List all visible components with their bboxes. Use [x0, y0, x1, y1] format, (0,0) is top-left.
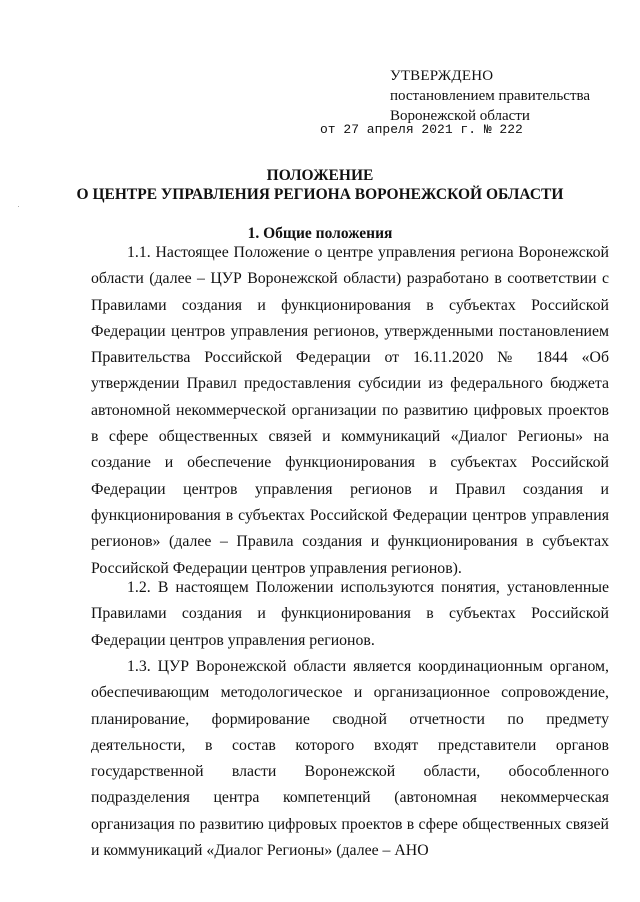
- approval-region-line: Воронежской области: [390, 108, 530, 124]
- document-title: ПОЛОЖЕНИЕ: [266, 167, 374, 184]
- approval-date-line: от 27 апреля 2021 г. № 222: [320, 122, 523, 137]
- paragraph-1-3: 1.3. ЦУР Воронежской области является координационным органом, обеспечивающим методологическое и организационное сопровождение, планирование, формирование сводной отчетности по предмету деятельности, в состав которого входят представители органов государственной власти Воронежской области, обособленного подразделения центра компетенций (автономная некоммерческая организация по развитию цифровых проектов в сфере общественных связей и коммуникаций «Диалог Регионы» (далее – АНО: [91, 658, 609, 860]
- paragraph-1-2: 1.2. В настоящем Положении используются понятия, установленные Правилами создания и функционирования в субъектах Российской Федерации центров управления регионов.: [91, 579, 609, 649]
- approval-resolution-line: постановлением правительства: [390, 88, 591, 104]
- section-heading: 1. Общие положения: [247, 225, 393, 242]
- scan-speck: [18, 206, 19, 207]
- approval-stamp: [320, 66, 591, 137]
- approval-heading: УТВЕРЖДЕНО: [390, 68, 494, 84]
- paragraph-1-1: 1.1. Настоящее Положение о центре управления региона Воронежской области (далее – ЦУР Воронежской области) разработано в соответствии с Правилами создания и функционирования в субъектах Российской Федерации центров управления регионов, утвержденными постановлением Правительства Российской Федерации от 16.11.2020 № 1844 «Об утверждении Правил предоставления субсидии из федерального бюджета автономной некоммерческой организации по развитию цифровых проектов в сфере общественных связей и коммуникаций «Диалог Регионы» на создание и обеспечение функционирования в субъектах Российской Федерации центров управления регионов и Правил создания и функционирования в субъектах Российской Федерации центров управления регионов» (далее – Правила создания и функционирования в субъектах Российской Федерации центров управления регионов).: [91, 244, 609, 577]
- document-subtitle: О ЦЕНТРЕ УПРАВЛЕНИЯ РЕГИОНА ВОРОНЕЖСКОЙ ОБЛАСТИ: [76, 186, 564, 203]
